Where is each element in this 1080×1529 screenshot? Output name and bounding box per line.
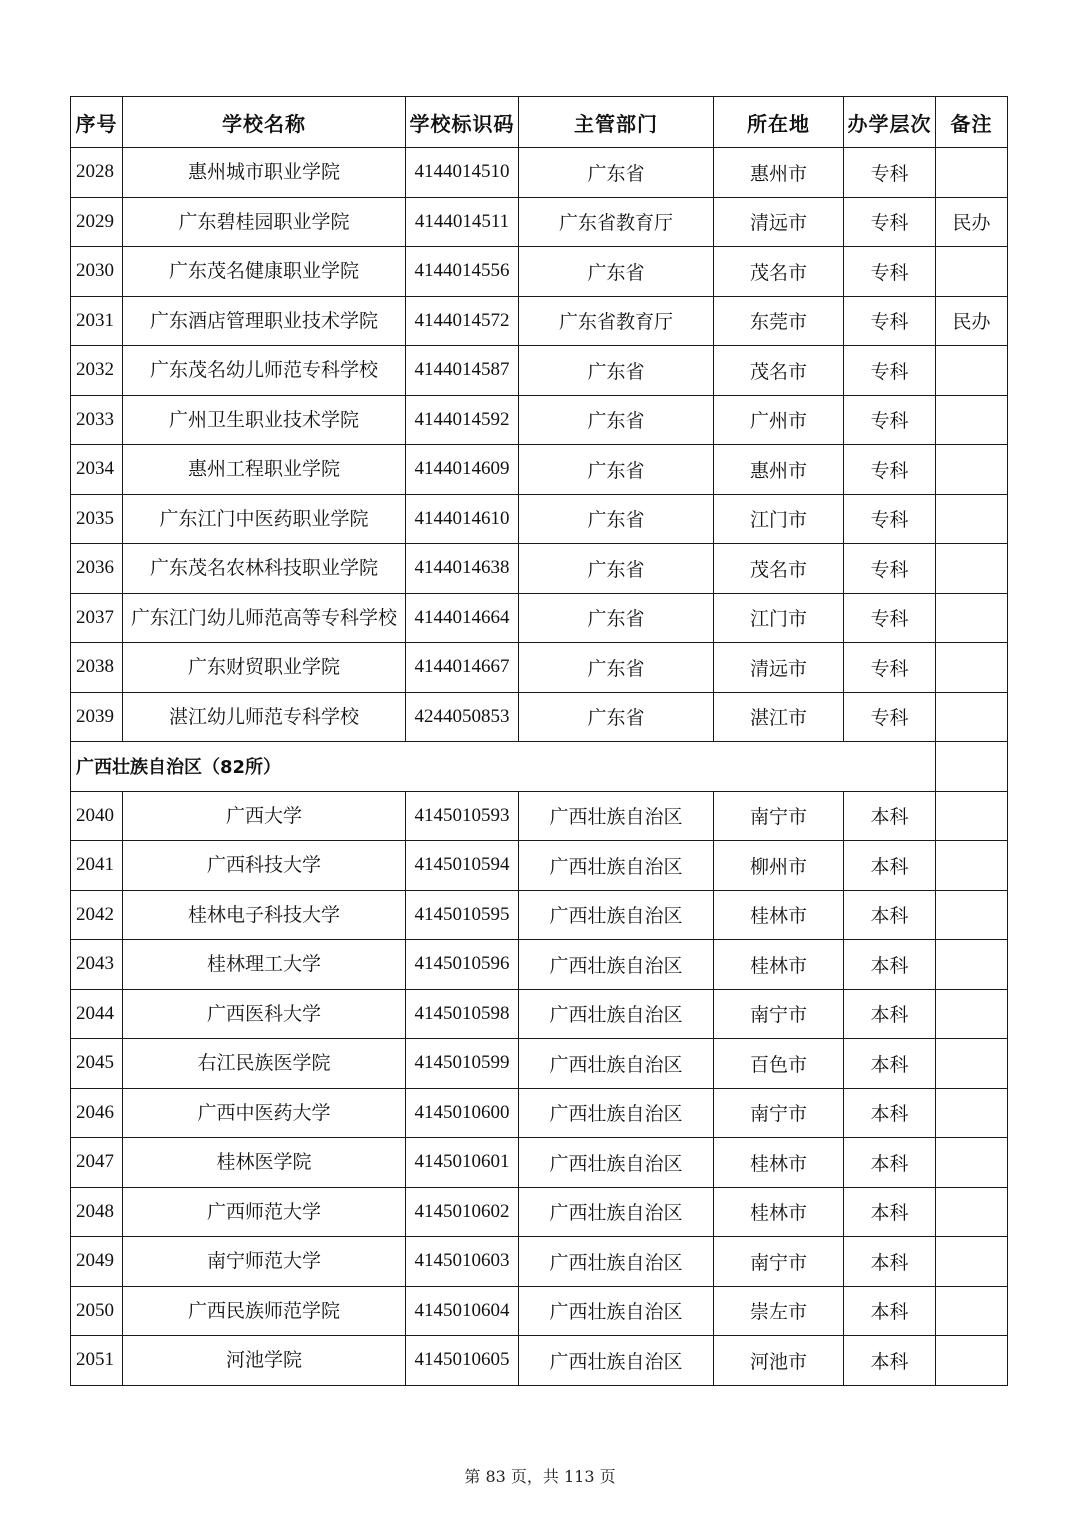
- cell-serial-no: 2031: [71, 296, 123, 346]
- cell-school-code: 4145010600: [406, 1088, 519, 1138]
- cell-school-name: 桂林电子科技大学: [123, 890, 406, 940]
- cell-department: 广东省教育厅: [519, 296, 714, 346]
- cell-note: [936, 1336, 1008, 1386]
- cell-note: [936, 445, 1008, 495]
- cell-department: 广西壮族自治区: [519, 940, 714, 990]
- cell-note: [936, 544, 1008, 594]
- cell-location: 茂名市: [714, 544, 844, 594]
- cell-school-name: 广西医科大学: [123, 989, 406, 1039]
- cell-department: 广西壮族自治区: [519, 1138, 714, 1188]
- cell-level: 专科: [844, 197, 936, 247]
- cell-school-code: 4244050853: [406, 692, 519, 742]
- cell-location: 东莞市: [714, 296, 844, 346]
- cell-location: 桂林市: [714, 1138, 844, 1188]
- cell-location: 清远市: [714, 197, 844, 247]
- table-row: [71, 1039, 1008, 1089]
- cell-serial-no: 2042: [71, 890, 123, 940]
- table-row: [71, 296, 1008, 346]
- cell-school-code: 4145010603: [406, 1237, 519, 1287]
- cell-location: 河池市: [714, 1336, 844, 1386]
- table-row: [71, 1336, 1008, 1386]
- cell-note: [936, 791, 1008, 841]
- cell-level: 本科: [844, 1187, 936, 1237]
- cell-school-name: 桂林理工大学: [123, 940, 406, 990]
- cell-school-code: 4144014572: [406, 296, 519, 346]
- cell-level: 本科: [844, 1237, 936, 1287]
- cell-note: [936, 593, 1008, 643]
- cell-serial-no: 2044: [71, 989, 123, 1039]
- cell-location: 江门市: [714, 593, 844, 643]
- cell-department: 广西壮族自治区: [519, 989, 714, 1039]
- header-location: 所在地: [714, 97, 844, 148]
- cell-school-name: 广西民族师范学院: [123, 1286, 406, 1336]
- cell-note: [936, 395, 1008, 445]
- cell-level: 专科: [844, 593, 936, 643]
- cell-level: 本科: [844, 841, 936, 891]
- cell-school-name: 桂林医学院: [123, 1138, 406, 1188]
- cell-level: 本科: [844, 940, 936, 990]
- cell-school-code: 4145010599: [406, 1039, 519, 1089]
- cell-serial-no: 2032: [71, 346, 123, 396]
- cell-department: 广西壮族自治区: [519, 1088, 714, 1138]
- cell-note: [936, 1286, 1008, 1336]
- table-row: [71, 643, 1008, 693]
- table-row: [71, 197, 1008, 247]
- cell-department: 广东省: [519, 593, 714, 643]
- cell-department: 广东省: [519, 247, 714, 297]
- cell-level: 本科: [844, 1088, 936, 1138]
- cell-school-code: 4144014510: [406, 148, 519, 198]
- cell-school-code: 4145010601: [406, 1138, 519, 1188]
- cell-location: 南宁市: [714, 989, 844, 1039]
- cell-note: [936, 989, 1008, 1039]
- cell-school-name: 广东江门中医药职业学院: [123, 494, 406, 544]
- cell-level: 本科: [844, 1039, 936, 1089]
- cell-serial-no: 2049: [71, 1237, 123, 1287]
- cell-school-name: 惠州工程职业学院: [123, 445, 406, 495]
- cell-department: 广东省: [519, 692, 714, 742]
- cell-note: [936, 1187, 1008, 1237]
- cell-school-name: 广州卫生职业技术学院: [123, 395, 406, 445]
- cell-school-name: 广西师范大学: [123, 1187, 406, 1237]
- cell-serial-no: 2047: [71, 1138, 123, 1188]
- cell-serial-no: 2036: [71, 544, 123, 594]
- cell-serial-no: 2038: [71, 643, 123, 693]
- cell-school-code: 4144014511: [406, 197, 519, 247]
- table-row: [71, 593, 1008, 643]
- header-school-name: 学校名称: [123, 97, 406, 148]
- cell-serial-no: 2028: [71, 148, 123, 198]
- cell-department: 广东省: [519, 494, 714, 544]
- table-row: [71, 494, 1008, 544]
- cell-department: 广东省: [519, 643, 714, 693]
- cell-school-code: 4144014610: [406, 494, 519, 544]
- table-row: [71, 791, 1008, 841]
- cell-serial-no: 2040: [71, 791, 123, 841]
- cell-note: [936, 494, 1008, 544]
- header-note: 备注: [936, 97, 1008, 148]
- cell-level: 专科: [844, 692, 936, 742]
- cell-department: 广西壮族自治区: [519, 1336, 714, 1386]
- cell-level: 专科: [844, 395, 936, 445]
- cell-level: 专科: [844, 494, 936, 544]
- table-row: [71, 544, 1008, 594]
- table-row: [71, 346, 1008, 396]
- cell-location: 江门市: [714, 494, 844, 544]
- table-row: [71, 692, 1008, 742]
- cell-school-code: 4144014664: [406, 593, 519, 643]
- cell-department: 广西壮族自治区: [519, 841, 714, 891]
- cell-level: 专科: [844, 544, 936, 594]
- cell-level: 专科: [844, 445, 936, 495]
- cell-school-code: 4144014587: [406, 346, 519, 396]
- table-row: [71, 1237, 1008, 1287]
- cell-school-name: 河池学院: [123, 1336, 406, 1386]
- table-row: [71, 395, 1008, 445]
- cell-note: [936, 940, 1008, 990]
- cell-level: 专科: [844, 296, 936, 346]
- cell-school-name: 广东茂名农林科技职业学院: [123, 544, 406, 594]
- cell-department: 广东省: [519, 346, 714, 396]
- cell-note: [936, 1237, 1008, 1287]
- cell-serial-no: 2033: [71, 395, 123, 445]
- table-header: [71, 97, 1008, 148]
- cell-note: [936, 841, 1008, 891]
- cell-serial-no: 2037: [71, 593, 123, 643]
- cell-serial-no: 2034: [71, 445, 123, 495]
- table-row: [71, 148, 1008, 198]
- cell-department: 广西壮族自治区: [519, 1237, 714, 1287]
- cell-school-code: 4145010593: [406, 791, 519, 841]
- cell-serial-no: 2030: [71, 247, 123, 297]
- cell-department: 广东省: [519, 445, 714, 495]
- schools-table: [70, 96, 1008, 1386]
- cell-school-code: 4145010595: [406, 890, 519, 940]
- cell-school-code: 4145010605: [406, 1336, 519, 1386]
- cell-location: 桂林市: [714, 890, 844, 940]
- cell-note: [936, 890, 1008, 940]
- cell-department: 广西壮族自治区: [519, 791, 714, 841]
- cell-school-code: 4145010596: [406, 940, 519, 990]
- cell-serial-no: 2029: [71, 197, 123, 247]
- cell-department: 广东省: [519, 148, 714, 198]
- cell-note: [936, 1039, 1008, 1089]
- table-row: [71, 1187, 1008, 1237]
- cell-department: 广西壮族自治区: [519, 1039, 714, 1089]
- table-body: [71, 148, 1008, 1386]
- table-row: [71, 1286, 1008, 1336]
- cell-note: [936, 692, 1008, 742]
- cell-location: 惠州市: [714, 445, 844, 495]
- header-school-code: 学校标识码: [406, 97, 519, 148]
- cell-level: 本科: [844, 890, 936, 940]
- cell-department: 广东省: [519, 395, 714, 445]
- cell-serial-no: 2046: [71, 1088, 123, 1138]
- cell-note: 民办: [936, 296, 1008, 346]
- page-number-footer: 第 83 页，共 113 页: [464, 1467, 616, 1486]
- cell-school-name: 南宁师范大学: [123, 1237, 406, 1287]
- cell-department: 广西壮族自治区: [519, 890, 714, 940]
- cell-serial-no: 2039: [71, 692, 123, 742]
- cell-location: 桂林市: [714, 1187, 844, 1237]
- cell-school-code: 4144014556: [406, 247, 519, 297]
- cell-school-name: 广西科技大学: [123, 841, 406, 891]
- cell-level: 专科: [844, 346, 936, 396]
- cell-department: 广西壮族自治区: [519, 1187, 714, 1237]
- cell-location: 惠州市: [714, 148, 844, 198]
- cell-note: [936, 247, 1008, 297]
- cell-department: 广东省教育厅: [519, 197, 714, 247]
- header-serial-no: 序号: [71, 97, 123, 148]
- cell-location: 百色市: [714, 1039, 844, 1089]
- cell-school-name: 广东酒店管理职业技术学院: [123, 296, 406, 346]
- table-row: [71, 890, 1008, 940]
- table-row: [71, 1088, 1008, 1138]
- cell-note: [936, 1088, 1008, 1138]
- cell-serial-no: 2048: [71, 1187, 123, 1237]
- cell-serial-no: 2041: [71, 841, 123, 891]
- section-row: [71, 742, 1008, 792]
- cell-department: 广东省: [519, 544, 714, 594]
- table-row: [71, 247, 1008, 297]
- table-row: [71, 940, 1008, 990]
- cell-level: 专科: [844, 148, 936, 198]
- cell-location: 茂名市: [714, 346, 844, 396]
- cell-school-code: 4145010604: [406, 1286, 519, 1336]
- cell-serial-no: 2050: [71, 1286, 123, 1336]
- cell-school-code: 4144014638: [406, 544, 519, 594]
- cell-location: 柳州市: [714, 841, 844, 891]
- cell-location: 湛江市: [714, 692, 844, 742]
- cell-serial-no: 2051: [71, 1336, 123, 1386]
- cell-note: [936, 643, 1008, 693]
- cell-school-code: 4145010598: [406, 989, 519, 1039]
- header-row: [71, 97, 1008, 148]
- cell-school-name: 广西中医药大学: [123, 1088, 406, 1138]
- cell-serial-no: 2043: [71, 940, 123, 990]
- cell-location: 茂名市: [714, 247, 844, 297]
- cell-note: [936, 1138, 1008, 1188]
- cell-level: 本科: [844, 1286, 936, 1336]
- cell-school-name: 广东财贸职业学院: [123, 643, 406, 693]
- cell-note: [936, 346, 1008, 396]
- cell-level: 本科: [844, 1336, 936, 1386]
- cell-location: 南宁市: [714, 1237, 844, 1287]
- cell-school-name: 右江民族医学院: [123, 1039, 406, 1089]
- cell-level: 本科: [844, 989, 936, 1039]
- cell-school-code: 4145010602: [406, 1187, 519, 1237]
- cell-location: 桂林市: [714, 940, 844, 990]
- cell-level: 本科: [844, 1138, 936, 1188]
- cell-level: 专科: [844, 247, 936, 297]
- cell-school-name: 广东江门幼儿师范高等专科学校: [123, 593, 406, 643]
- section-note-cell: [936, 742, 1008, 792]
- cell-location: 清远市: [714, 643, 844, 693]
- cell-level: 专科: [844, 643, 936, 693]
- cell-location: 南宁市: [714, 791, 844, 841]
- cell-school-name: 湛江幼儿师范专科学校: [123, 692, 406, 742]
- cell-school-code: 4144014592: [406, 395, 519, 445]
- cell-school-name: 广东茂名健康职业学院: [123, 247, 406, 297]
- cell-school-name: 广东碧桂园职业学院: [123, 197, 406, 247]
- cell-level: 本科: [844, 791, 936, 841]
- table-row: [71, 1138, 1008, 1188]
- header-department: 主管部门: [519, 97, 714, 148]
- cell-school-code: 4144014609: [406, 445, 519, 495]
- cell-location: 广州市: [714, 395, 844, 445]
- cell-note: [936, 148, 1008, 198]
- cell-school-code: 4145010594: [406, 841, 519, 891]
- table-row: [71, 841, 1008, 891]
- header-level: 办学层次: [844, 97, 936, 148]
- cell-serial-no: 2045: [71, 1039, 123, 1089]
- table-row: [71, 445, 1008, 495]
- table-row: [71, 989, 1008, 1039]
- cell-school-code: 4144014667: [406, 643, 519, 693]
- cell-department: 广西壮族自治区: [519, 1286, 714, 1336]
- cell-school-name: 广东茂名幼儿师范专科学校: [123, 346, 406, 396]
- cell-note: 民办: [936, 197, 1008, 247]
- cell-school-name: 广西大学: [123, 791, 406, 841]
- cell-serial-no: 2035: [71, 494, 123, 544]
- cell-school-name: 惠州城市职业学院: [123, 148, 406, 198]
- cell-location: 崇左市: [714, 1286, 844, 1336]
- section-title: 广西壮族自治区（82所）: [71, 742, 936, 792]
- cell-location: 南宁市: [714, 1088, 844, 1138]
